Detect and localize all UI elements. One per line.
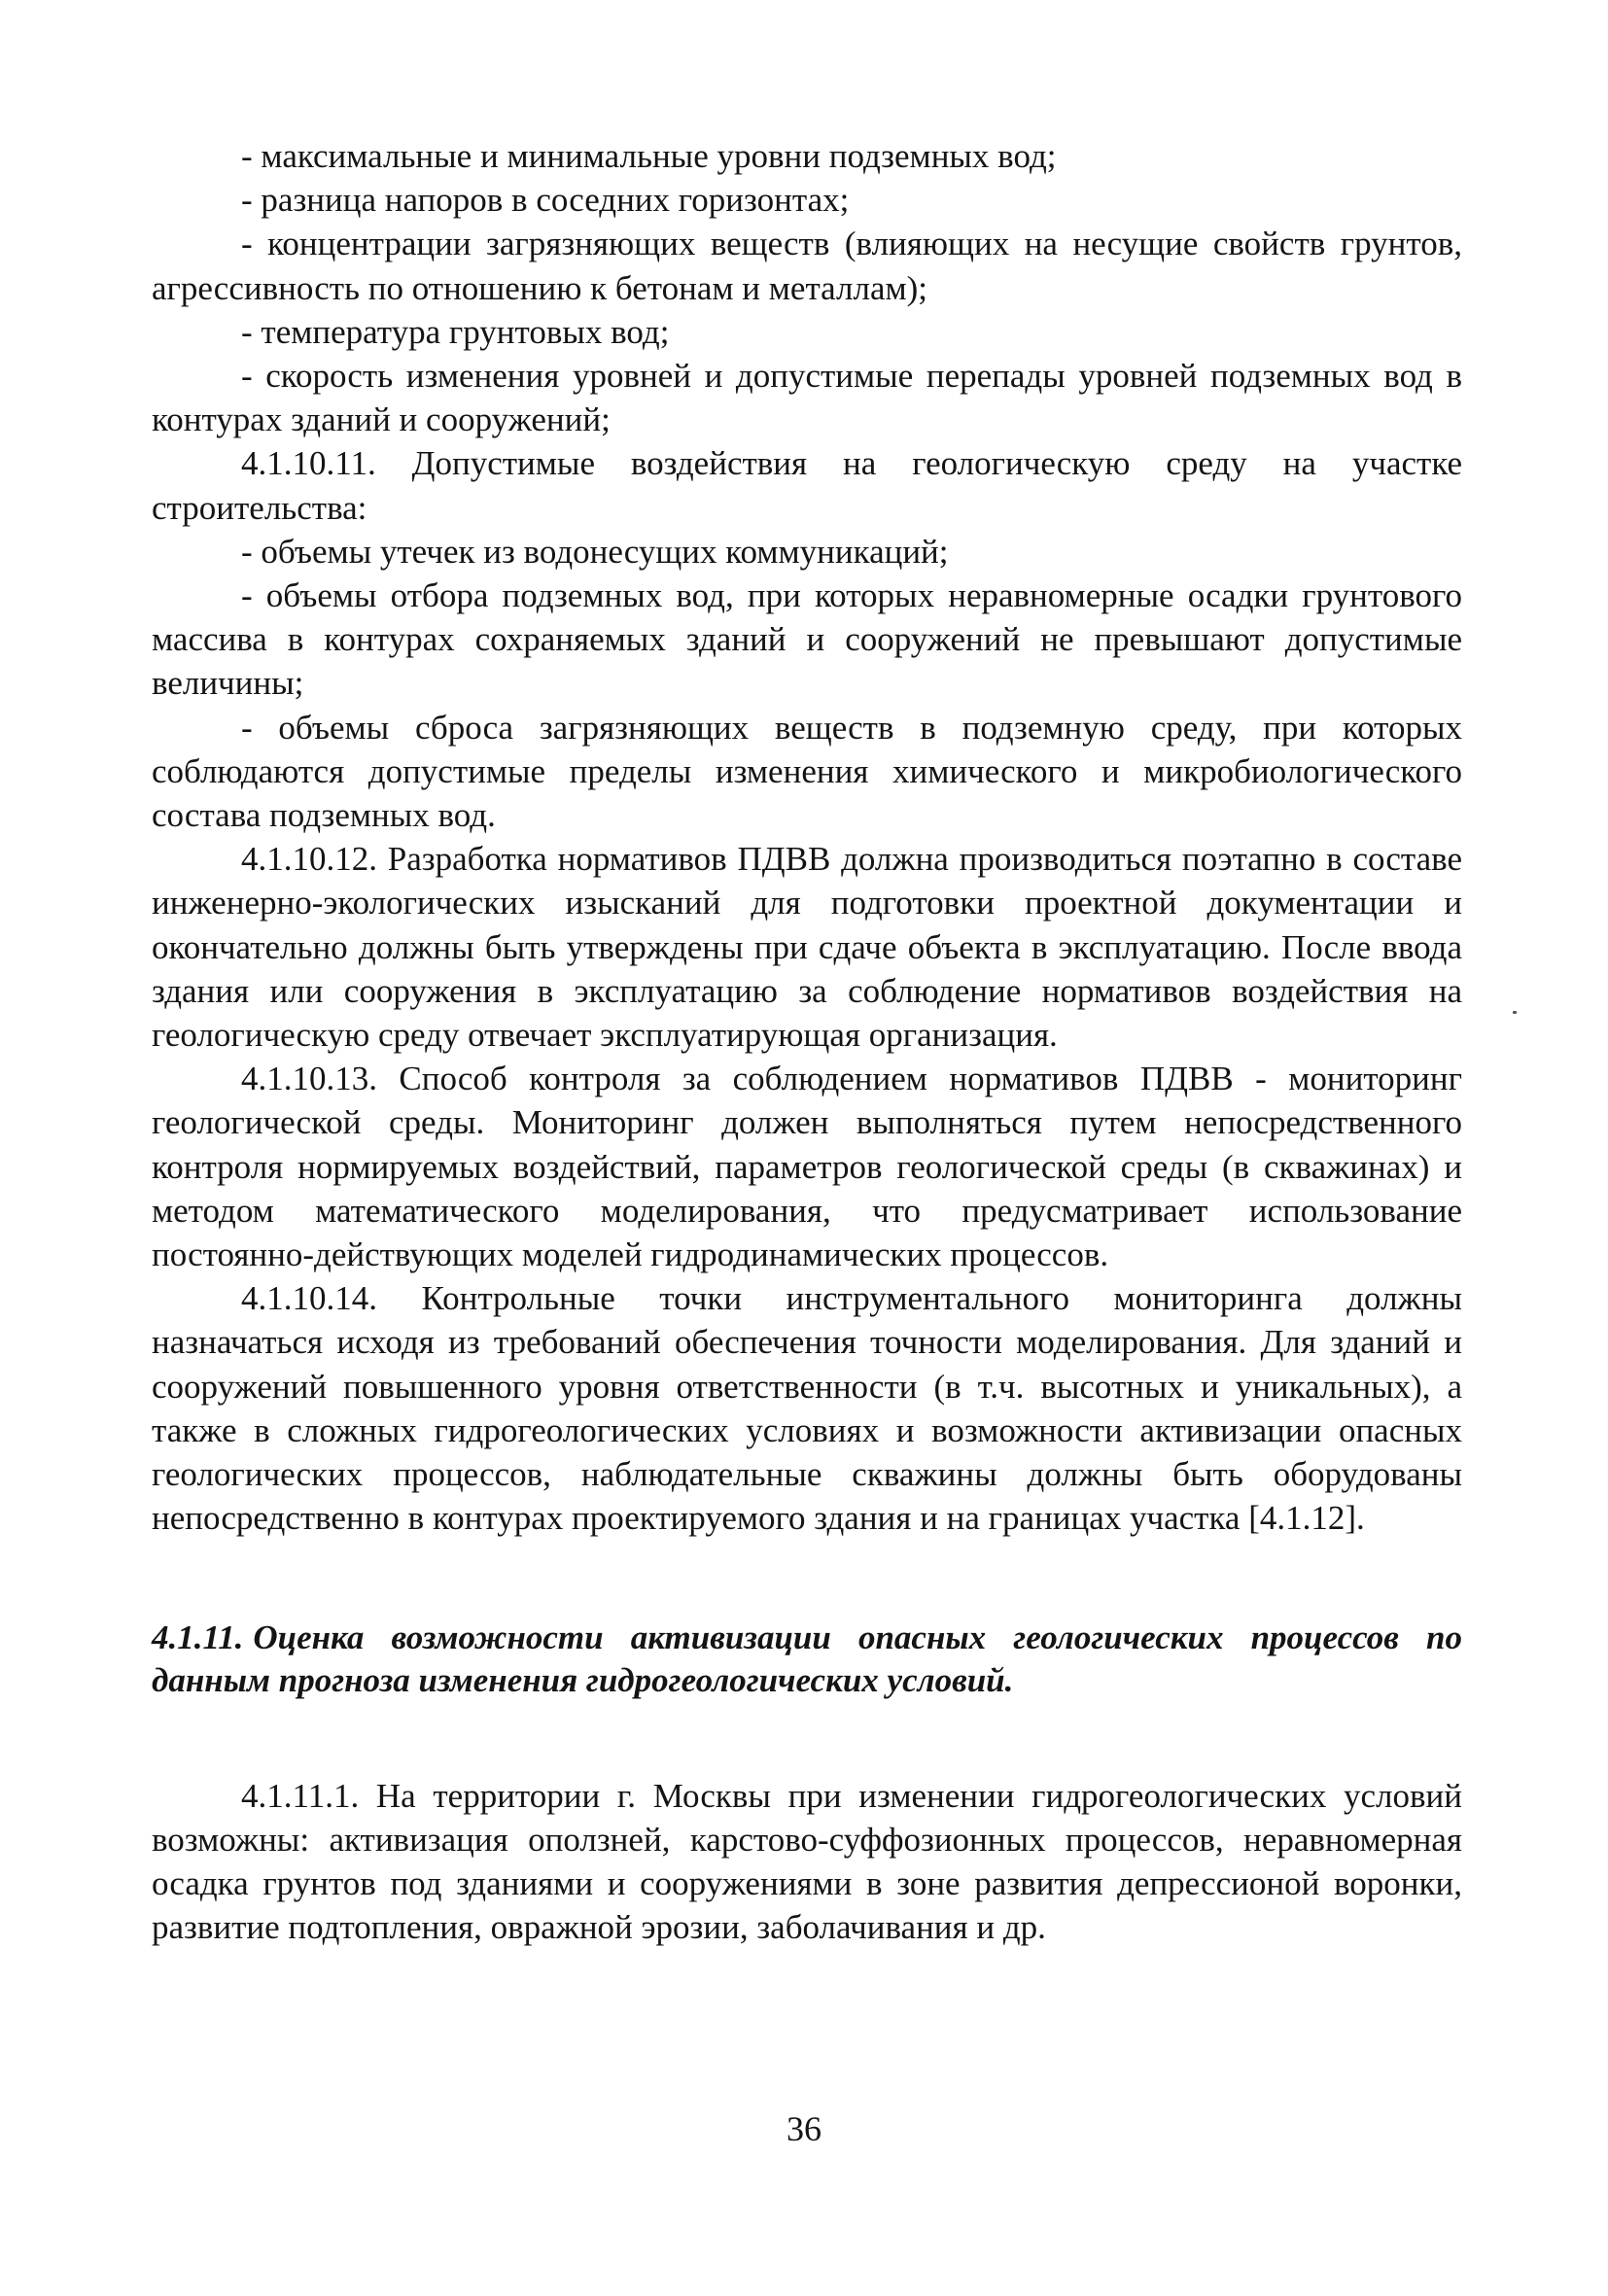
section-heading-4-1-11 bbox=[152, 1617, 1462, 1702]
paragraph-4-1-10-11: 4.1.10.11. Допустимые воздействия на геологическую среду на участке строительства: bbox=[152, 444, 1462, 527]
scan-speck bbox=[1513, 1011, 1517, 1014]
section-title: Оценка возможности активизации опасных геологических процессов по данным прогноза изменения гидрогеологических условий. bbox=[152, 1618, 1462, 1699]
paragraph-pollutant-concentration: - концентрации загрязняющих веществ (влияющих на несущие свойств грунтов, агрессивность по отношению к бетонам и металлам); bbox=[152, 225, 1462, 307]
body-text-top bbox=[152, 134, 1462, 1541]
paragraph-4-1-10-13: 4.1.10.13. Способ контроля за соблюдением нормативов ПДВВ - мониторинг геологической среды. Мониторинг должен выполняться путем непосредственного контроля нормируемых воздействий, параметров геологической среды (в скважинах) и методом математического моделирования, что предусматривает использование постоянно-действующих моделей гидродинамических процессов. bbox=[152, 1060, 1462, 1274]
page-number: 36 bbox=[787, 2109, 821, 2148]
paragraph-gw-levels: - максимальные и минимальные уровни подземных вод; bbox=[241, 137, 1057, 175]
section-number: 4.1.11. bbox=[152, 1618, 244, 1656]
paragraph-discharge-volumes: - объемы сброса загрязняющих веществ в подземную среду, при которых соблюдаются допустимые пределы изменения химического и микробиологического состава подземных вод. bbox=[152, 708, 1462, 835]
paragraph-pressure-difference: - разница напоров в соседних горизонтах; bbox=[241, 181, 850, 220]
paragraph-4-1-11-1: 4.1.11.1. На территории г. Москвы при изменении гидрогеологических условий возможны: активизация оползней, карстово-суффозионных процессов, неравномерная осадка грунтов под зданиями и сооружениями в зоне развития депрессионой воронки, развитие подтопления, овражной эрозии, заболачивания и др. bbox=[152, 1776, 1462, 1947]
paragraph-leak-volumes: - объемы утечек из водонесущих коммуникаций; bbox=[241, 532, 949, 571]
paragraph-level-change-rate: - скорость изменения уровней и допустимые перепады уровней подземных вод в контурах зданий и сооружений; bbox=[152, 357, 1462, 439]
paragraph-withdrawal-volumes: - объемы отбора подземных вод, при которых неравномерные осадки грунтового массива в контурах сохраняемых зданий и сооружений не превышают допустимые величины; bbox=[152, 576, 1462, 703]
body-text-bottom bbox=[152, 1774, 1462, 1950]
paragraph-gw-temperature: - температура грунтовых вод; bbox=[241, 312, 670, 351]
paragraph-4-1-10-14: 4.1.10.14. Контрольные точки инструментального мониторинга должны назначаться исходя из требований обеспечения точности моделирования. Для зданий и сооружений повышенного уровня ответственности (в т.ч. высотных и уникальных), а также в сложных гидрогеологических условиях и возможности активизации опасных геологических процессов, наблюдательные скважины должны быть оборудованы непосредственно в контурах проектируемого здания и на границах участка [4.1.12]. bbox=[152, 1279, 1462, 1538]
paragraph-4-1-10-12: 4.1.10.12. Разработка нормативов ПДВВ должна производиться поэтапно в составе инженерно-экологических изысканий для подготовки проектной документации и окончательно должны быть утверждены при сдаче объекта в эксплуатацию. После ввода здания или сооружения в эксплуатацию за соблюдение нормативов воздействия на геологическую среду отвечает эксплуатирующая организация. bbox=[152, 840, 1462, 1055]
